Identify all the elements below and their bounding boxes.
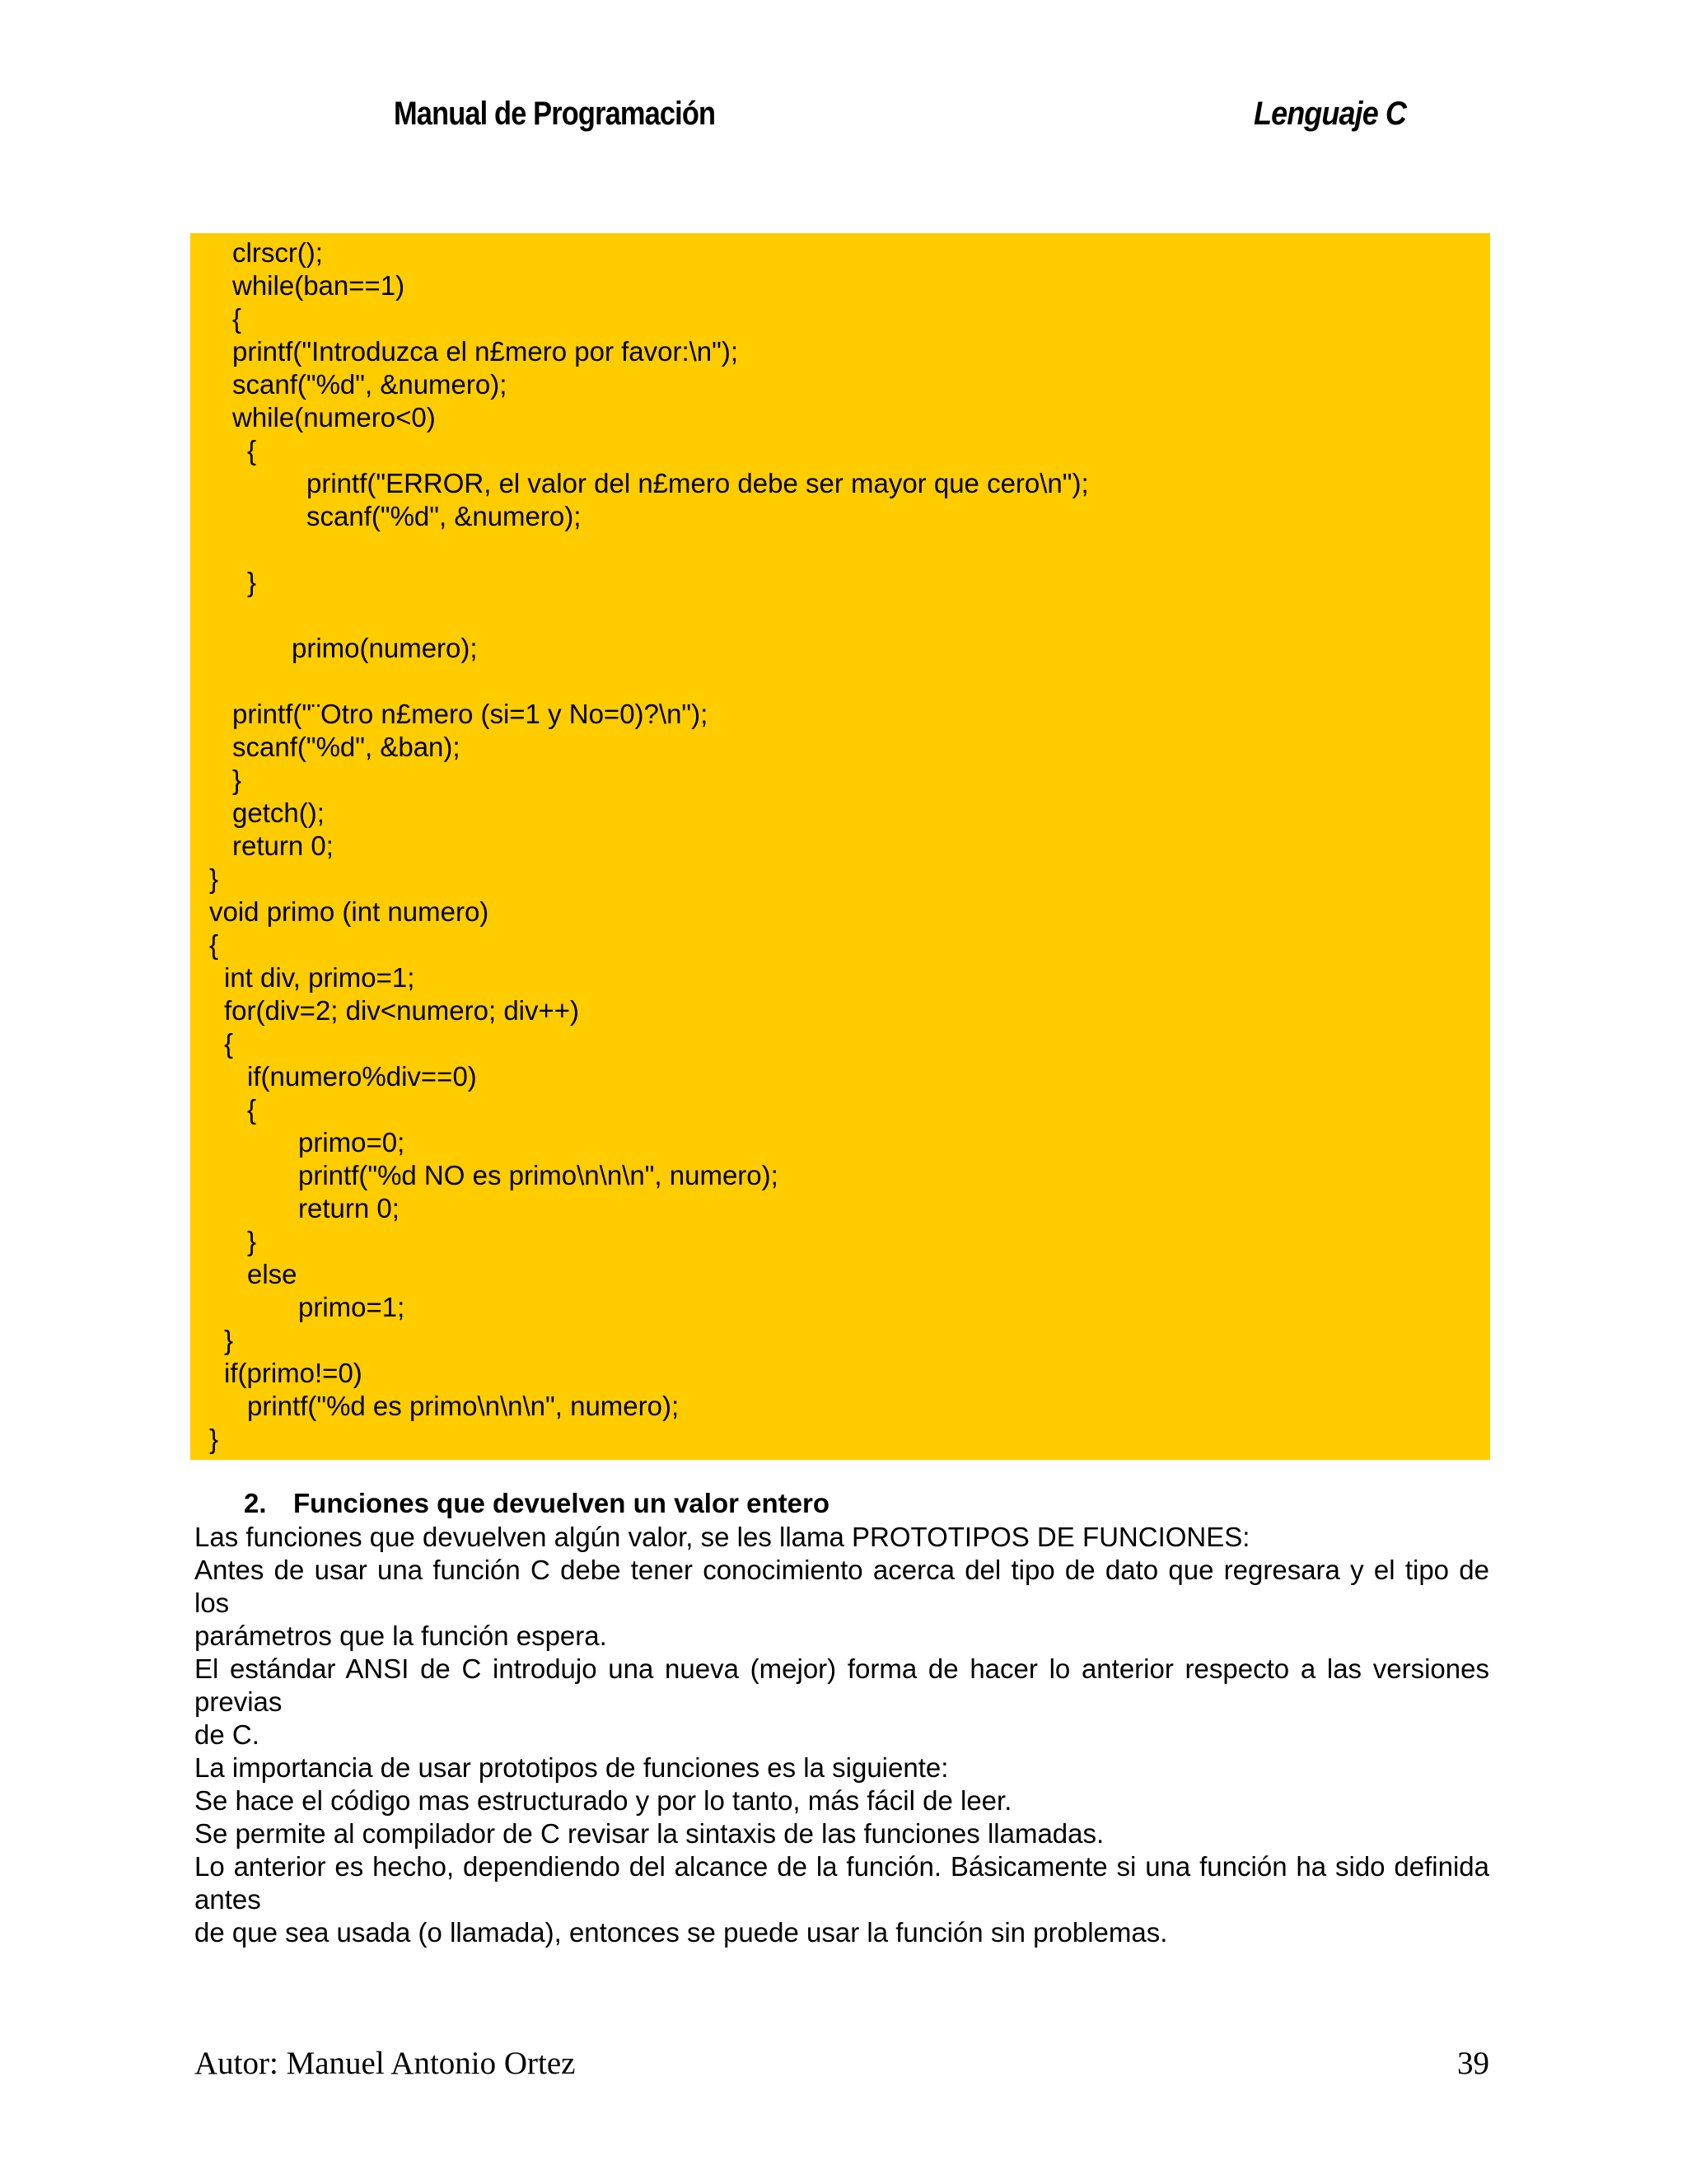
paragraph-line: de C. <box>194 1719 259 1750</box>
code-line: } <box>209 1424 219 1454</box>
code-line: printf("ERROR, el valor del n£mero debe ser mayor que cero\n"); <box>306 468 1089 498</box>
code-line: clrscr(); <box>232 237 323 268</box>
code-line: { <box>247 435 257 465</box>
code-line: scanf("%d", &ban); <box>232 732 460 762</box>
code-line: void primo (int numero) <box>209 896 489 927</box>
code-line: else <box>247 1259 297 1289</box>
code-line: primo=0; <box>298 1127 405 1157</box>
code-line: } <box>224 1325 234 1355</box>
code-line: printf("Introduzca el n£mero por favor:\n"); <box>232 336 739 367</box>
section-title: Funciones que devuelven un valor entero <box>293 1488 829 1518</box>
code-line: if(numero%div==0) <box>247 1061 477 1092</box>
code-line: printf("%d NO es primo\n\n\n", numero); <box>298 1160 778 1190</box>
page-header-title: Manual de Programación <box>394 96 716 132</box>
paragraph-line: previas <box>194 1686 283 1717</box>
code-line: int div, primo=1; <box>224 962 415 993</box>
code-line: primo=1; <box>298 1292 405 1322</box>
page-number: 39 <box>1457 2046 1489 2081</box>
code-line: scanf("%d", &numero); <box>306 501 582 531</box>
paragraph-line: El estándar ANSI de C introdujo una nueva (mejor) forma de hacer lo anterior respecto a las versiones <box>194 1653 1489 1684</box>
paragraph-line: antes <box>194 1884 261 1915</box>
paragraph-line: Antes de usar una función C debe tener conocimiento acerca del tipo de dato que regresara y el tipo de <box>194 1555 1489 1585</box>
code-line: printf("¨Otro n£mero (si=1 y No=0)?\n"); <box>232 699 708 729</box>
code-line: getch(); <box>232 797 325 828</box>
paragraph-line: La importancia de usar prototipos de funciones es la siguiente: <box>194 1752 949 1783</box>
code-line: } <box>247 567 257 597</box>
footer-author: Autor: Manuel Antonio Ortez <box>194 2046 576 2081</box>
paragraph-line: los <box>194 1588 230 1618</box>
paragraph-line: parámetros que la función espera. <box>194 1620 607 1651</box>
section-heading <box>244 1488 829 1519</box>
code-line: while(ban==1) <box>232 270 405 301</box>
paragraph-line: Se hace el código mas estructurado y por lo tanto, más fácil de leer. <box>194 1785 1012 1816</box>
code-line: { <box>232 303 242 334</box>
code-line: while(numero<0) <box>232 402 436 433</box>
code-line: { <box>209 929 219 960</box>
code-line: { <box>224 1028 234 1059</box>
paragraph-line: Se permite al compilador de C revisar la sintaxis de las funciones llamadas. <box>194 1818 1105 1849</box>
code-line: for(div=2; div<numero; div++) <box>224 995 580 1026</box>
code-line: return 0; <box>232 830 334 861</box>
paragraph-line: Lo anterior es hecho, dependiendo del alcance de la función. Básicamente si una función ha sido definida <box>194 1851 1489 1882</box>
page-header-subject: Lenguaje C <box>1254 96 1407 132</box>
code-line: { <box>247 1094 257 1125</box>
code-line: if(primo!=0) <box>224 1358 362 1388</box>
body-text <box>194 1521 1489 1949</box>
section-number: 2. <box>244 1488 267 1518</box>
code-line: } <box>247 1226 257 1256</box>
code-line: primo(numero); <box>292 633 478 663</box>
code-line: } <box>232 765 242 795</box>
code-line: return 0; <box>298 1193 400 1223</box>
paragraph-line: Las funciones que devuelven algún valor, se les llama PROTOTIPOS DE FUNCIONES: <box>194 1522 1250 1552</box>
paragraph-line: de que sea usada (o llamada), entonces se puede usar la función sin problemas. <box>194 1917 1168 1948</box>
code-line: printf("%d es primo\n\n\n", numero); <box>247 1391 680 1421</box>
code-line: scanf("%d", &numero); <box>232 369 507 400</box>
code-line: } <box>209 863 219 894</box>
